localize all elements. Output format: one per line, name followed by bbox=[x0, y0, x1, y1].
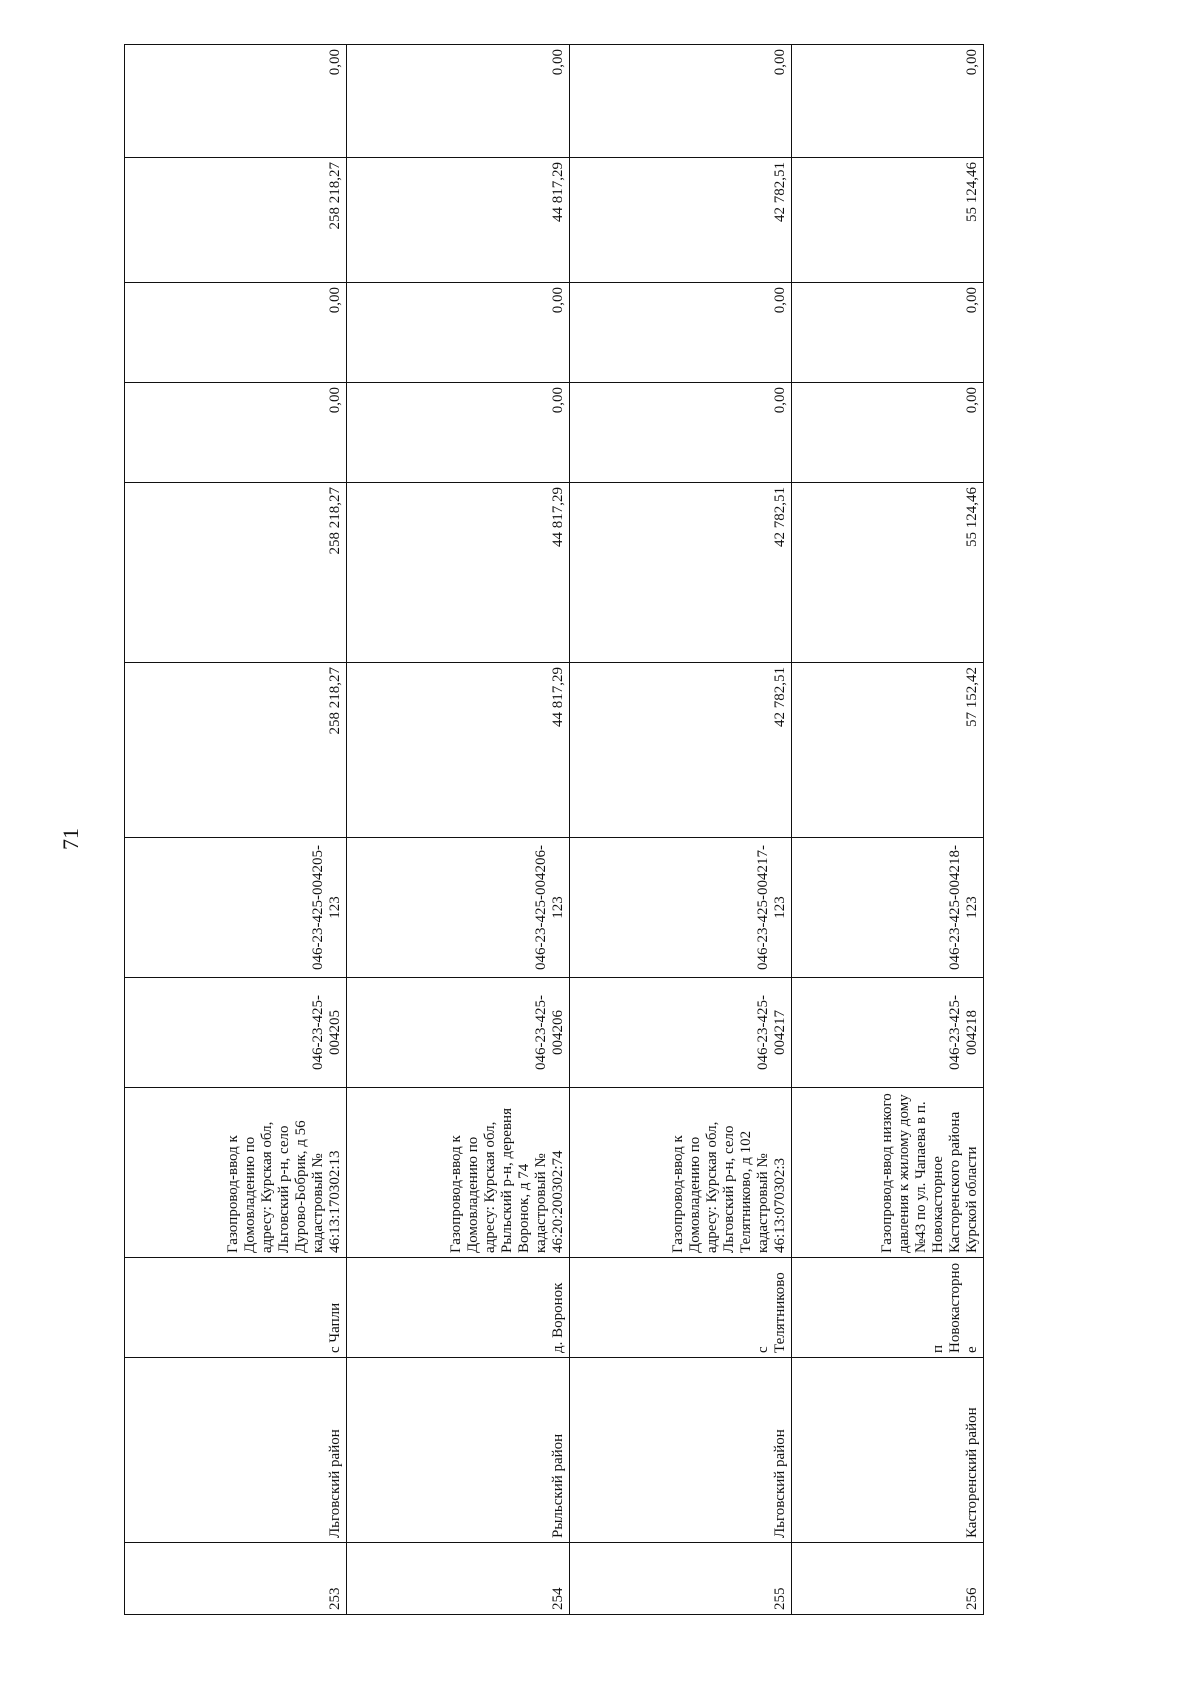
table-row bbox=[792, 45, 984, 1615]
value-5-cell: 42 782,51 bbox=[569, 158, 791, 283]
registration-number-cell: 046-23-425-004205 bbox=[125, 978, 347, 1088]
value-1-cell: 57 152,42 bbox=[792, 663, 984, 838]
registration-number-cell: 046-23-425-004206 bbox=[347, 978, 569, 1088]
description-cell: Газопровод-ввод к Домовладению по адресу: Курская обл, Льговский р-н, село Дурово-Бобрик, д 56 кадастровый № 46:13:170302:13 bbox=[125, 1088, 347, 1258]
value-2-cell: 42 782,51 bbox=[569, 483, 791, 663]
table-row bbox=[347, 45, 569, 1615]
value-3-cell: 0,00 bbox=[569, 383, 791, 483]
district-cell: Рыльский район bbox=[347, 1358, 569, 1543]
description-cell: Газопровод-ввод к Домовладению по адресу: Курская обл, Льговский р-н, село Телятниково, д 102 кадастровый № 46:13:070302:3 bbox=[569, 1088, 791, 1258]
value-5-cell: 44 817,29 bbox=[347, 158, 569, 283]
value-6-cell: 0,00 bbox=[125, 45, 347, 158]
locality-cell: п Новокасторное bbox=[792, 1258, 984, 1358]
rotated-table-container bbox=[124, 49, 984, 1615]
value-5-cell: 55 124,46 bbox=[792, 158, 984, 283]
district-cell: Льговский район bbox=[569, 1358, 791, 1543]
value-2-cell: 258 218,27 bbox=[125, 483, 347, 663]
description-cell: Газопровод-ввод низкого давления к жилому дому №43 по ул. Чапаева в п. Новокасторное Касторенского района Курской области bbox=[792, 1088, 984, 1258]
page-number: 71 bbox=[58, 828, 83, 850]
registration-number-cell: 046-23-425-004217 bbox=[569, 978, 791, 1088]
value-6-cell: 0,00 bbox=[792, 45, 984, 158]
value-4-cell: 0,00 bbox=[792, 283, 984, 383]
value-1-cell: 44 817,29 bbox=[347, 663, 569, 838]
value-4-cell: 0,00 bbox=[347, 283, 569, 383]
registration-number-cell: 046-23-425-004218 bbox=[792, 978, 984, 1088]
value-1-cell: 258 218,27 bbox=[125, 663, 347, 838]
row-number: 253 bbox=[125, 1543, 347, 1615]
value-1-cell: 42 782,51 bbox=[569, 663, 791, 838]
row-number: 254 bbox=[347, 1543, 569, 1615]
table-row bbox=[569, 45, 791, 1615]
value-6-cell: 0,00 bbox=[347, 45, 569, 158]
table-row bbox=[125, 45, 347, 1615]
row-number: 255 bbox=[569, 1543, 791, 1615]
registration-number-full-cell: 046-23-425-004206-123 bbox=[347, 838, 569, 978]
locality-cell: с Телятниково bbox=[569, 1258, 791, 1358]
locality-cell: с Чапли bbox=[125, 1258, 347, 1358]
district-cell: Касторенский район bbox=[792, 1358, 984, 1543]
description-cell: Газопровод-ввод к Домовладению по адресу: Курская обл, Рыльский р-н, деревня Воронок, д 74 кадастровый № 46:20:200302:74 bbox=[347, 1088, 569, 1258]
value-5-cell: 258 218,27 bbox=[125, 158, 347, 283]
value-2-cell: 55 124,46 bbox=[792, 483, 984, 663]
registration-number-full-cell: 046-23-425-004205-123 bbox=[125, 838, 347, 978]
district-cell: Льговский район bbox=[125, 1358, 347, 1543]
registration-number-full-cell: 046-23-425-004218-123 bbox=[792, 838, 984, 978]
value-3-cell: 0,00 bbox=[347, 383, 569, 483]
registry-table bbox=[124, 44, 984, 1615]
value-4-cell: 0,00 bbox=[569, 283, 791, 383]
locality-cell: д. Воронок bbox=[347, 1258, 569, 1358]
value-3-cell: 0,00 bbox=[125, 383, 347, 483]
value-6-cell: 0,00 bbox=[569, 45, 791, 158]
row-number: 256 bbox=[792, 1543, 984, 1615]
value-4-cell: 0,00 bbox=[125, 283, 347, 383]
value-3-cell: 0,00 bbox=[792, 383, 984, 483]
registration-number-full-cell: 046-23-425-004217-123 bbox=[569, 838, 791, 978]
value-2-cell: 44 817,29 bbox=[347, 483, 569, 663]
